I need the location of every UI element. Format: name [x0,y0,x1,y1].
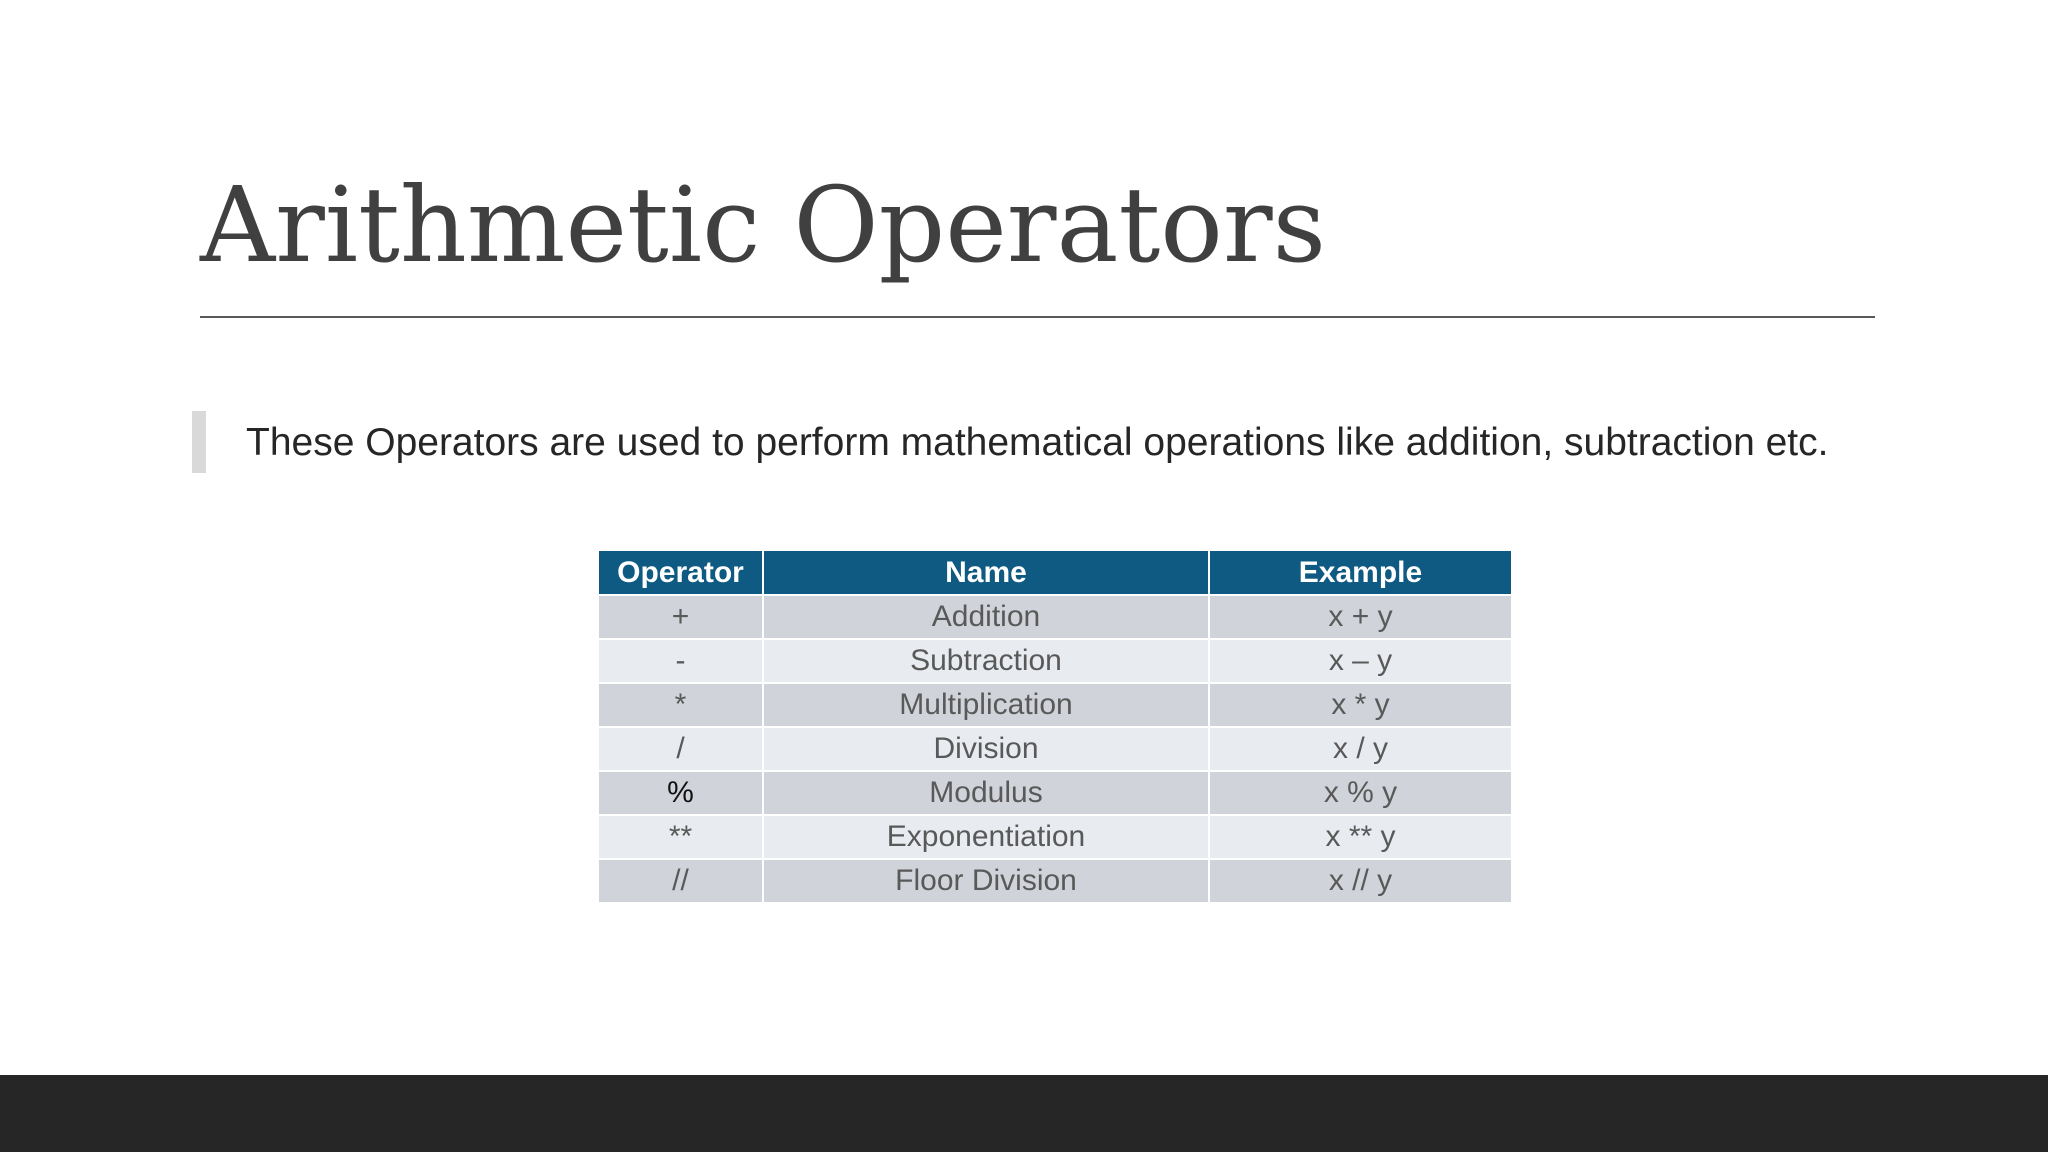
table-row [599,727,1511,771]
name-cell: Multiplication [763,683,1209,727]
header-operator: Operator [599,551,763,595]
example-cell: x ** y [1209,815,1511,859]
operator-cell: % [599,771,763,815]
table-header-row [599,551,1511,595]
example-cell: x + y [1209,595,1511,639]
example-cell: x – y [1209,639,1511,683]
name-cell: Division [763,727,1209,771]
bullet-accent-bar [192,411,206,473]
example-cell: x * y [1209,683,1511,727]
operator-cell: // [599,859,763,903]
name-cell: Subtraction [763,639,1209,683]
operator-cell: * [599,683,763,727]
operator-cell: + [599,595,763,639]
table-row [599,683,1511,727]
name-cell: Exponentiation [763,815,1209,859]
header-example: Example [1209,551,1511,595]
title-divider [200,316,1875,318]
slide-title: Arithmetic Operators [200,164,1326,286]
example-cell: x / y [1209,727,1511,771]
name-cell: Floor Division [763,859,1209,903]
name-cell: Modulus [763,771,1209,815]
name-cell: Addition [763,595,1209,639]
table-row [599,595,1511,639]
table-row [599,859,1511,903]
example-cell: x // y [1209,859,1511,903]
header-name: Name [763,551,1209,595]
example-cell: x % y [1209,771,1511,815]
table-row [599,639,1511,683]
footer-bar [0,1075,2048,1152]
operator-cell: / [599,727,763,771]
operators-table [599,551,1511,904]
operator-cell: ** [599,815,763,859]
table-row [599,771,1511,815]
bullet-text: These Operators are used to perform mathematical operations like addition, subtraction etc. [246,421,1829,464]
operator-cell: - [599,639,763,683]
table-row [599,815,1511,859]
